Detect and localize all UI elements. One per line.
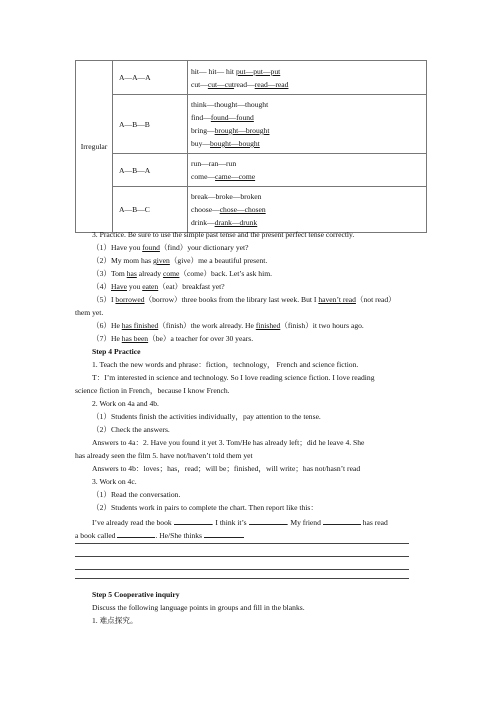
irregular-verb-table — [75, 60, 427, 233]
practice-item: （5）I borrowed（borrow）three books from the library last week. But I haven’t read（not read） — [92, 295, 396, 304]
verb-forms-line: choose—chose—chosen — [191, 205, 266, 214]
forms-cell — [188, 187, 427, 233]
step4-line: （2）Students work in pairs to complete the chart. Then report like this： — [92, 503, 318, 512]
report-template-line: a book called . He/She thinks — [75, 529, 244, 541]
forms-cell — [188, 95, 427, 154]
practice-item: （1）Have you found（find）your dictionary yet? — [92, 243, 249, 252]
practice-item-continued: them yet. — [75, 308, 104, 317]
answer-line[interactable] — [75, 556, 409, 557]
answer-line[interactable] — [75, 543, 409, 544]
step4-line: （2）Check the answers. — [92, 425, 170, 434]
step5-heading: Step 5 Cooperative inquiry — [92, 590, 180, 599]
blank-field[interactable] — [323, 516, 361, 525]
pattern-cell: A—B—B — [113, 95, 188, 154]
step4-line: science fiction in French，because I know French. — [75, 386, 230, 395]
category-cell: Irregular — [76, 61, 113, 233]
blank-field[interactable] — [204, 529, 244, 538]
verb-forms-line: think—thought—thought — [191, 100, 269, 109]
verb-forms-line: drink—drank—drunk — [191, 218, 258, 227]
pattern-cell: A—B—C — [113, 187, 188, 233]
step4-line: has already seen the film 5. have not/haven’t told them yet — [75, 451, 253, 460]
step4-line: Answers to 4a：2. Have you found it yet 3. Tom/He has already left；did he leave 4. She — [92, 438, 365, 447]
practice-item: （7）He has been（be）a teacher for over 30 years. — [92, 334, 254, 343]
step5-line: 1. 难点探究。 — [92, 616, 138, 625]
step4-heading: Step 4 Practice — [92, 347, 141, 356]
verb-forms-line: come—came—come — [191, 172, 256, 181]
verb-forms-line: run—ran—run — [191, 159, 237, 168]
step4-line: 1. Teach the new words and phrase：fiction，technology， French and science fiction. — [92, 360, 359, 369]
step5-line: Discuss the following language points in groups and fill in the blanks. — [92, 603, 305, 612]
report-template-line: I’ve already read the book . I think it’s . My friend has read — [92, 518, 388, 527]
pattern-cell: A—A—A — [113, 61, 188, 95]
step4-line: T：I’m interested in science and technology. So I love reading science fiction. I love reading — [92, 373, 375, 382]
practice-item: （3）Tom has already come（come）back. Let’s ask him. — [92, 269, 272, 278]
forms-cell — [188, 61, 427, 95]
practice-item: （4）Have you eaten（eat）breakfast yet? — [92, 282, 225, 291]
verb-forms-line: find—found—found — [191, 113, 254, 122]
blank-field[interactable] — [174, 516, 212, 525]
answer-line[interactable] — [75, 569, 409, 570]
blank-field[interactable] — [249, 516, 287, 525]
verb-forms-line: bring—brought—brought — [191, 126, 270, 135]
pattern-cell: A—B—A — [113, 154, 188, 187]
practice-item: （2）My mom has given（give）me a beautiful present. — [92, 256, 268, 265]
practice-item: （6）He has finished（finish）the work already. He finished（finish）it two hours ago. — [92, 321, 364, 330]
step4-line: （1）Students finish the activities individually，pay attention to the tense. — [92, 412, 321, 421]
verb-forms-line: break—broke—broken — [191, 192, 262, 201]
step4-line: 2. Work on 4a and 4b. — [92, 399, 159, 408]
verb-forms-line: hit— hit— hit put—put—put — [191, 66, 281, 76]
practice-heading: 3. Practice. Be sure to use the simple past tense and the present perfect tense correctly. — [92, 230, 355, 239]
step4-line: 3. Work on 4c. — [92, 477, 137, 486]
verb-forms-line: cut—cut—cutread—read—read — [191, 79, 289, 89]
forms-cell — [188, 154, 427, 187]
step4-line: （1）Read the conversation. — [92, 490, 181, 499]
answer-line[interactable] — [75, 578, 409, 579]
step4-line: Answers to 4b：loves；has，read；will be；finished，will write；has not/hasn’t read — [92, 464, 361, 473]
verb-forms-line: buy—bought—bought — [191, 139, 260, 148]
blank-field[interactable] — [117, 529, 155, 538]
